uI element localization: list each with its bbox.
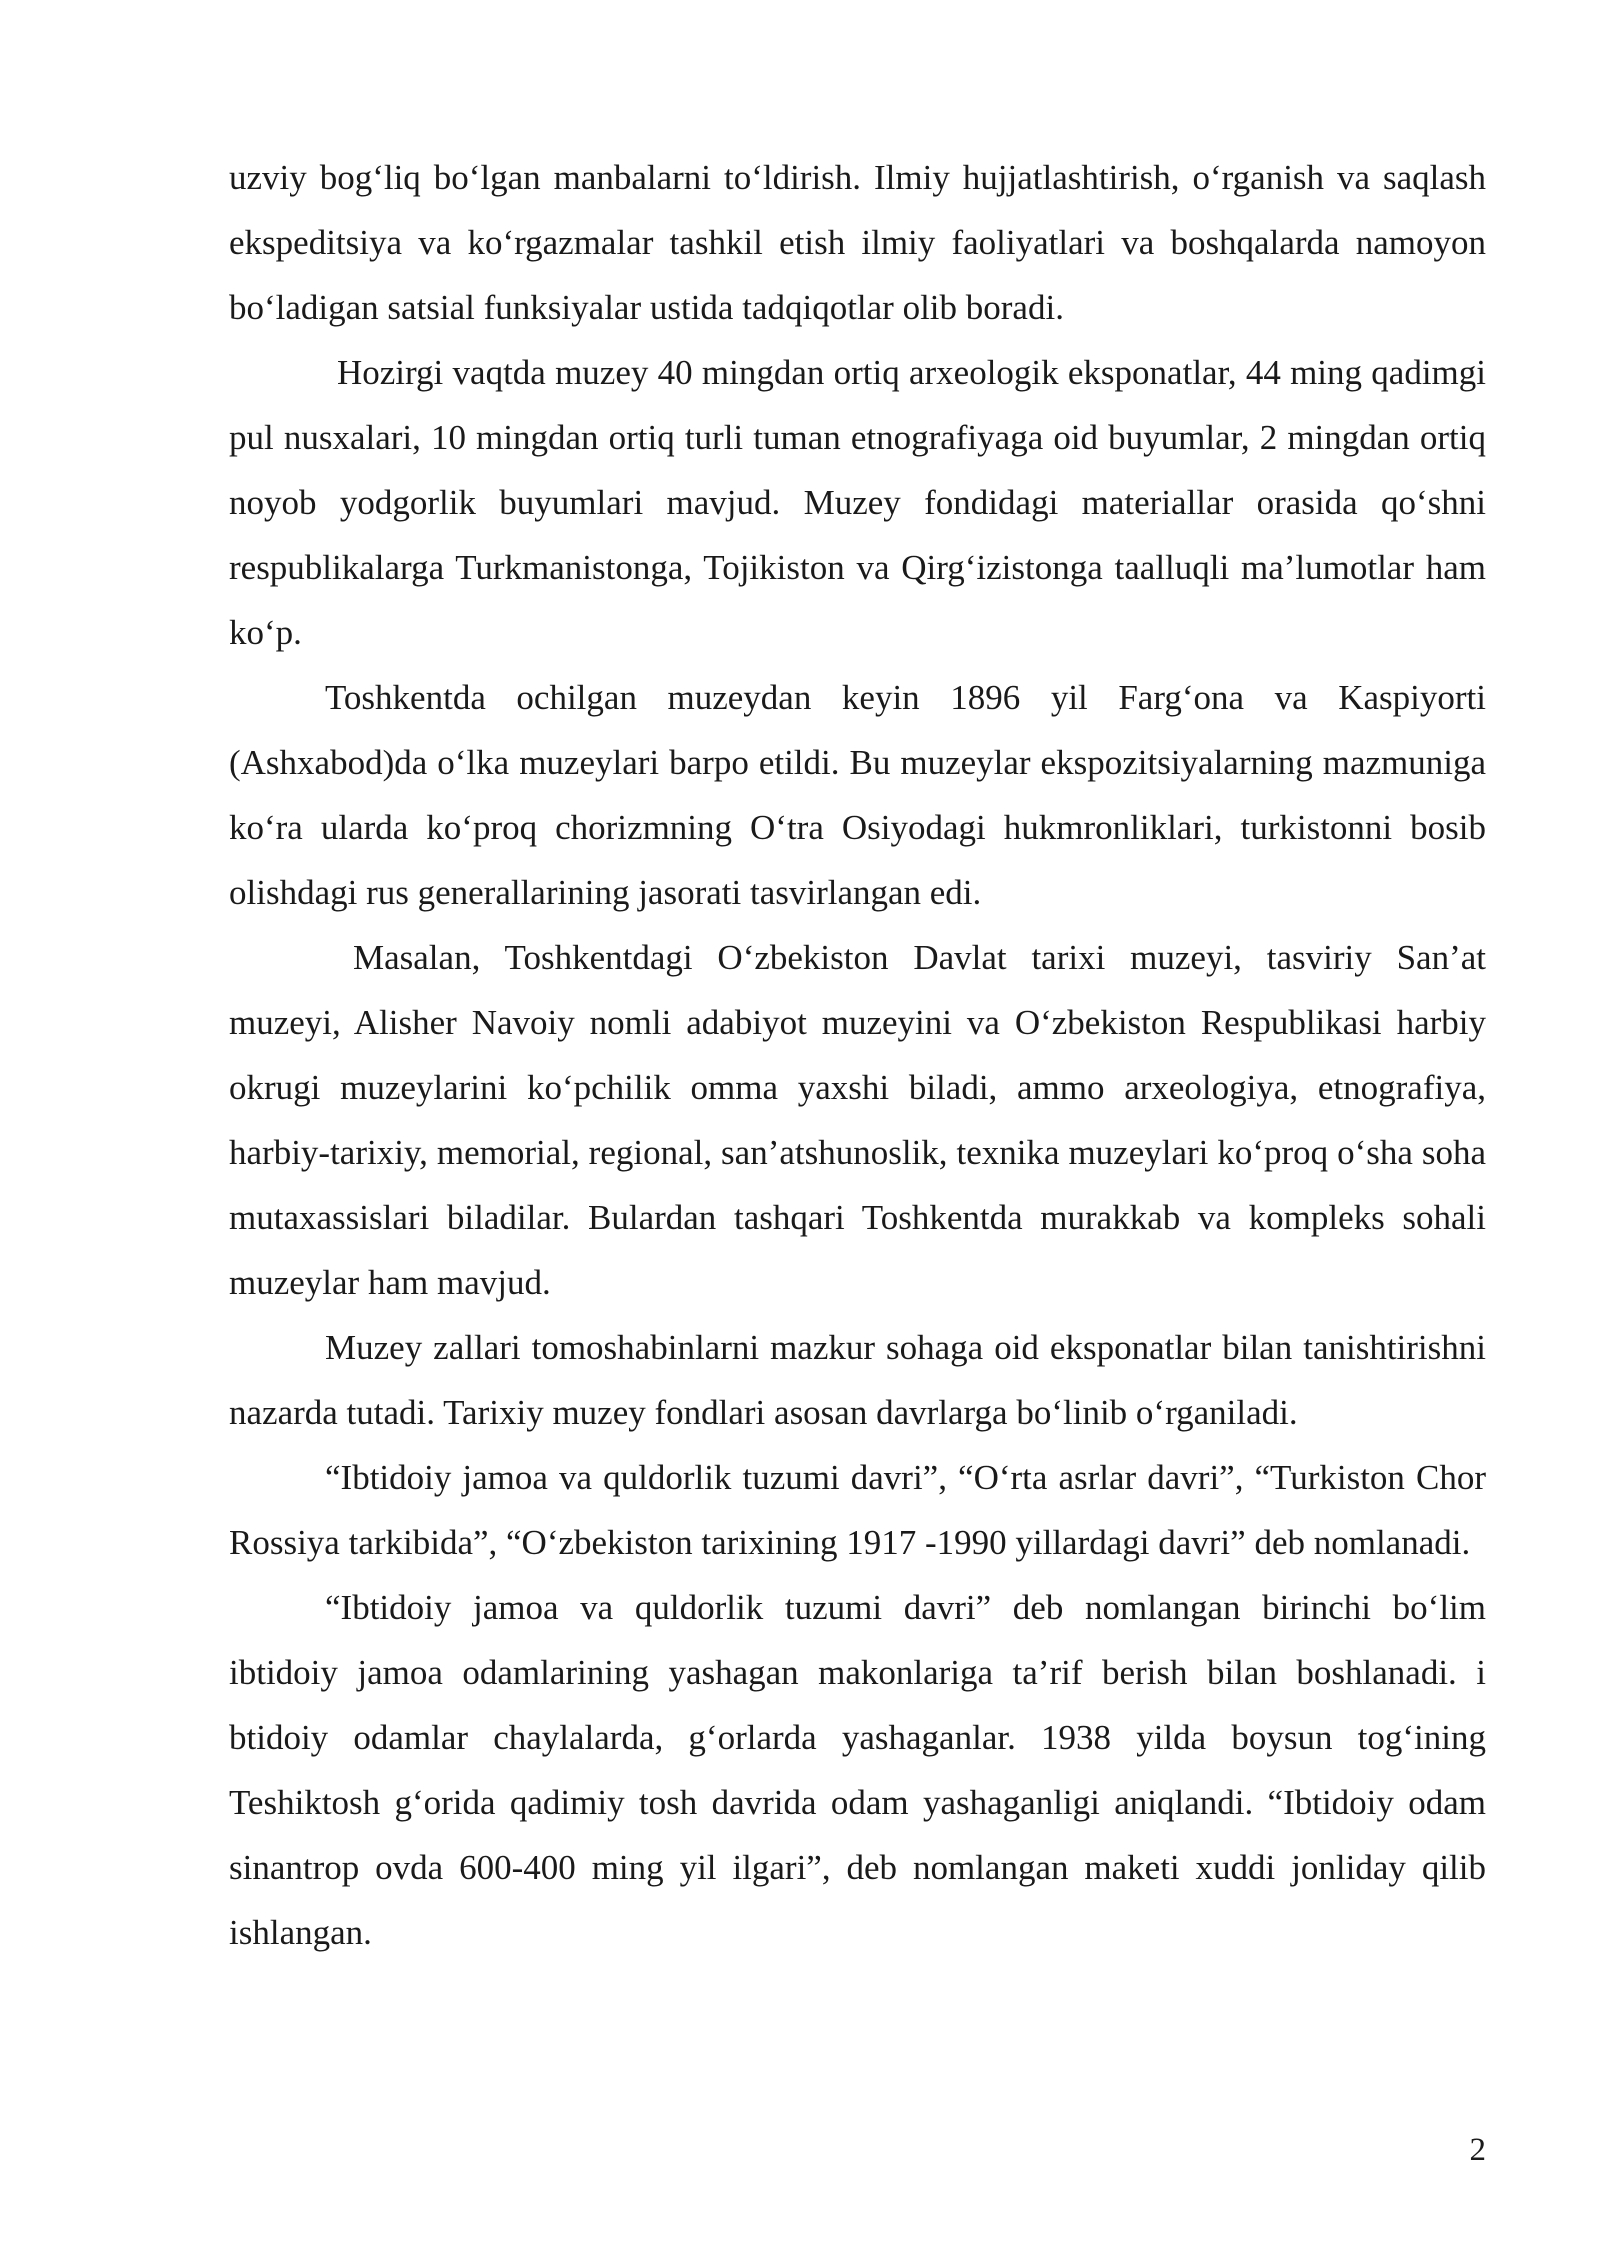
- paragraph-primitive-section: “Ibtidoiy jamoa va quldorlik tuzumi davri” deb nomlangan birinchi bo‘lim ibtidoiy jamoa odamlarining yashagan makonlariga ta’rif berish bilan boshlanadi. i btidoiy odamlar chaylalarda, g‘orlarda yashaganlar. 1938 yilda boysun tog‘ining Teshiktosh g‘orida qadimiy tosh davrida odam yashaganligi aniqlandi. “Ibtidoiy odam sinantrop ovda 600-400 ming yil ilgari”, deb nomlangan maketi xuddi jonliday qilib ishlangan.: [229, 1588, 1486, 1952]
- paragraph-regional-museums: Toshkentda ochilgan muzeydan keyin 1896 yil Farg‘ona va Kaspiyorti (Ashxabod)da o‘lka muzeylari barpo etildi. Bu muzeylar ekspozitsiyalarning mazmuniga ko‘ra ularda ko‘proq chorizmning O‘tra Osiyodagi hukmronliklari, turkistonni bosib olishdagi rus generallarining jasorati tasvirlangan edi.: [229, 678, 1486, 912]
- paragraph-period-names: “Ibtidoiy jamoa va quldorlik tuzumi davri”, “O‘rta asrlar davri”, “Turkiston Chor Rossiya tarkibida”, “O‘zbekiston tarixining 1917 -1990 yillardagi davri” deb nomlanadi.: [229, 1458, 1486, 1562]
- document-body: [229, 145, 1486, 1965]
- page-number: 2: [1469, 2132, 1486, 2168]
- paragraph-museum-collection: Hozirgi vaqtda muzey 40 mingdan ortiq arxeologik eksponatlar, 44 ming qadimgi pul nusxalari, 10 mingdan ortiq turli tuman etnografiyaga oid buyumlar, 2 mingdan ortiq noyob yodgorlik buyumlari mavjud. Muzey fondidagi materiallar orasida qo‘shni respublikalarga Turkmanistonga, Tojikiston va Qirg‘izistonga taalluqli ma’lumotlar ham ko‘p.: [229, 353, 1486, 652]
- paragraph-continuation: uzviy bog‘liq bo‘lgan manbalarni to‘ldirish. Ilmiy hujjatlashtirish, o‘rganish va saqlash ekspeditsiya va ko‘rgazmalar tashkil etish ilmiy faoliyatlari va boshqalarda namoyon bo‘ladigan satsial funksiyalar ustida tadqiqotlar olib boradi.: [229, 158, 1486, 327]
- paragraph-museum-halls: Muzey zallari tomoshabinlarni mazkur sohaga oid eksponatlar bilan tanishtirishni nazarda tutadi. Tarixiy muzey fondlari asosan davrlarga bo‘linib o‘rganiladi.: [229, 1328, 1486, 1432]
- paragraph-tashkent-museums: Masalan, Toshkentdagi O‘zbekiston Davlat tarixi muzeyi, tasviriy San’at muzeyi, Alisher Navoiy nomli adabiyot muzeyini va O‘zbekiston Respublikasi harbiy okrugi muzeylarini ko‘pchilik omma yaxshi biladi, ammo arxeologiya, etnografiya, harbiy-tarixiy, memorial, regional, san’atshunoslik, texnika muzeylari ko‘proq o‘sha soha mutaxassislari biladilar. Bulardan tashqari Toshkentda murakkab va kompleks sohali muzeylar ham mavjud.: [229, 938, 1486, 1302]
